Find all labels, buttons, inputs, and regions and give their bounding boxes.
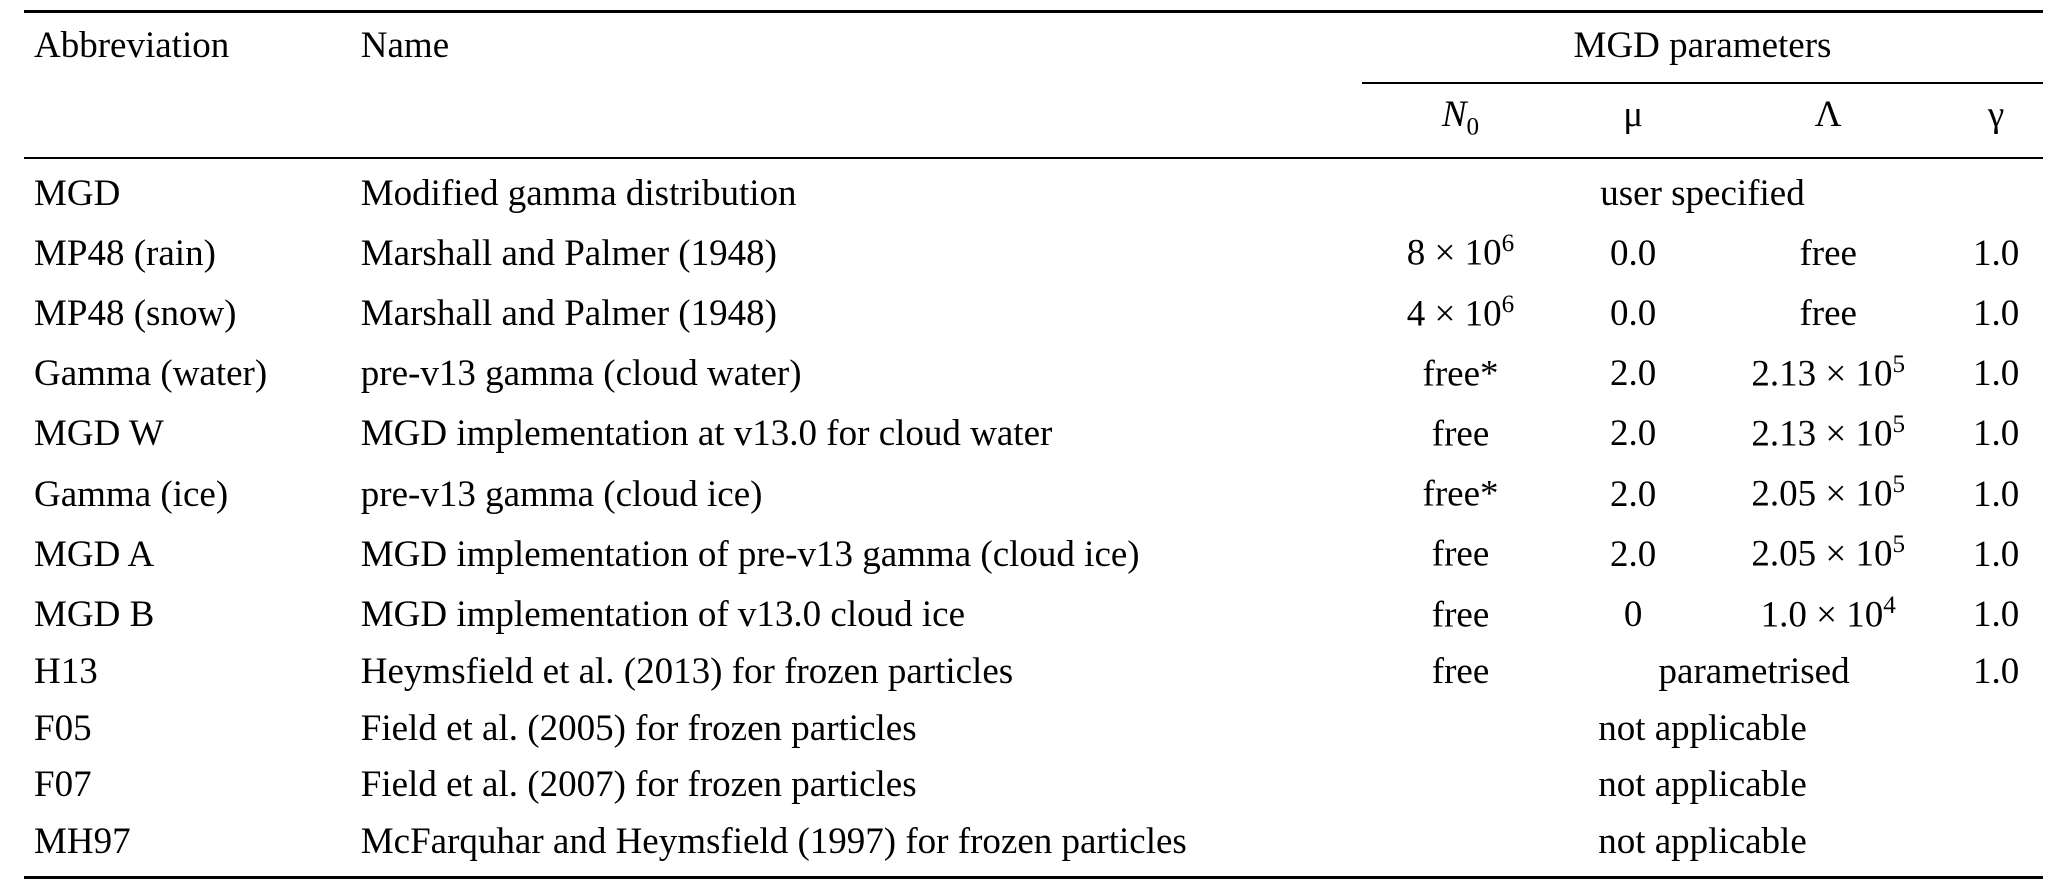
row-n0-mantissa: free bbox=[1431, 593, 1490, 635]
row-name: MGD implementation of v13.0 cloud ice bbox=[360, 593, 965, 635]
row-lambda bbox=[1707, 523, 1949, 583]
row-mu: 0.0 bbox=[1610, 292, 1657, 334]
row-mu-lambda-span: parametrised bbox=[1658, 650, 1850, 692]
row-abbreviation: MP48 (snow) bbox=[34, 292, 237, 334]
table-row bbox=[24, 343, 2043, 403]
row-span-value: user specified bbox=[1362, 158, 2043, 223]
row-n0 bbox=[1362, 222, 1559, 282]
row-span-value: not applicable bbox=[1598, 707, 1807, 749]
row-lambda-mantissa: 2.05 × 10 bbox=[1751, 473, 1893, 515]
row-gamma: 1.0 bbox=[1972, 650, 2020, 692]
row-lambda-mantissa: 2.05 × 10 bbox=[1751, 533, 1893, 575]
header-symbol-gamma: γ bbox=[1949, 83, 2043, 158]
row-lambda-mantissa: 2.13 × 10 bbox=[1751, 413, 1893, 455]
row-gamma: 1.0 bbox=[1972, 593, 2020, 635]
table-row bbox=[24, 158, 2043, 223]
row-name: Marshall and Palmer (1948) bbox=[360, 292, 777, 334]
row-n0-exponent: 6 bbox=[1501, 290, 1515, 318]
row-gamma: 1.0 bbox=[1972, 473, 2020, 515]
row-gamma: 1.0 bbox=[1972, 292, 2020, 334]
row-n0-exponent: 6 bbox=[1501, 230, 1515, 258]
row-name: Marshall and Palmer (1948) bbox=[360, 232, 777, 274]
row-gamma: 1.0 bbox=[1972, 533, 2020, 575]
row-abbreviation: Gamma (ice) bbox=[34, 473, 229, 515]
row-name: pre-v13 gamma (cloud water) bbox=[360, 353, 802, 395]
row-name: Heymsfield et al. (2013) for frozen particles bbox=[360, 650, 1014, 692]
header-symbol-mu: μ bbox=[1559, 83, 1707, 158]
table-row bbox=[24, 757, 2043, 814]
row-n0-mantissa: 4 × 10 bbox=[1406, 292, 1502, 334]
row-lambda-exponent: 5 bbox=[1892, 350, 1906, 378]
header-abbreviation: Abbreviation bbox=[24, 12, 361, 83]
row-mu: 0.0 bbox=[1610, 232, 1657, 274]
row-n0-mantissa: 8 × 10 bbox=[1406, 232, 1502, 274]
row-lambda-mantissa: 2.13 × 10 bbox=[1751, 353, 1893, 395]
table-header-row-group bbox=[24, 12, 2043, 83]
row-n0 bbox=[1362, 283, 1559, 343]
row-mu: 2.0 bbox=[1610, 413, 1657, 455]
row-abbreviation: H13 bbox=[34, 650, 98, 692]
row-n0 bbox=[1362, 343, 1559, 403]
row-lambda bbox=[1707, 343, 1949, 403]
header-symbol-lambda: Λ bbox=[1707, 83, 1949, 158]
row-name: Modified gamma distribution bbox=[361, 158, 1362, 223]
row-n0: free bbox=[1431, 650, 1490, 692]
table-row bbox=[24, 403, 2043, 463]
row-gamma: 1.0 bbox=[1972, 413, 2020, 455]
header-name: Name bbox=[361, 12, 1362, 83]
header-mgd-parameters: MGD parameters bbox=[1362, 12, 2043, 83]
row-n0-mantissa: free bbox=[1431, 413, 1490, 455]
header-symbol-n0 bbox=[1362, 83, 1559, 158]
row-lambda bbox=[1707, 463, 1949, 523]
row-lambda-exponent: 5 bbox=[1892, 531, 1906, 559]
table-row bbox=[24, 283, 2043, 343]
row-n0-mantissa: free* bbox=[1422, 473, 1499, 515]
row-abbreviation: F07 bbox=[34, 764, 92, 806]
table-row bbox=[24, 222, 2043, 282]
row-abbreviation: MP48 (rain) bbox=[34, 232, 216, 274]
row-abbreviation: MH97 bbox=[24, 814, 361, 877]
row-gamma: 1.0 bbox=[1972, 353, 2020, 395]
row-n0-mantissa: free* bbox=[1422, 353, 1499, 395]
row-abbreviation: MGD B bbox=[34, 593, 155, 635]
header-spacer-abbr bbox=[24, 83, 361, 158]
row-name: pre-v13 gamma (cloud ice) bbox=[360, 473, 763, 515]
table-row bbox=[24, 463, 2043, 523]
row-gamma: 1.0 bbox=[1972, 232, 2020, 274]
table-row bbox=[24, 701, 2043, 758]
row-name: Field et al. (2005) for frozen particles bbox=[360, 707, 917, 749]
row-lambda-exponent: 5 bbox=[1892, 411, 1906, 438]
row-span-value: not applicable bbox=[1362, 814, 2043, 877]
row-abbreviation: Gamma (water) bbox=[34, 353, 268, 395]
symbol-n-subscript: 0 bbox=[1466, 113, 1480, 141]
symbol-n: N bbox=[1441, 93, 1467, 135]
row-mu: 2.0 bbox=[1610, 353, 1657, 395]
row-abbreviation: MGD W bbox=[34, 413, 164, 455]
row-n0 bbox=[1362, 403, 1559, 463]
table-row bbox=[24, 814, 2043, 877]
table-header-row-symbols bbox=[24, 83, 2043, 158]
header-spacer-name bbox=[361, 83, 1362, 158]
row-lambda bbox=[1707, 584, 1949, 644]
row-lambda-exponent: 5 bbox=[1892, 471, 1906, 499]
row-lambda-exponent: 4 bbox=[1883, 591, 1896, 619]
row-n0 bbox=[1362, 463, 1559, 523]
row-mu: 2.0 bbox=[1610, 473, 1657, 515]
row-name: Field et al. (2007) for frozen particles bbox=[360, 764, 917, 806]
row-lambda-mantissa: 1.0 × 10 bbox=[1760, 593, 1884, 635]
row-lambda: free bbox=[1799, 232, 1857, 274]
row-n0 bbox=[1362, 584, 1559, 644]
row-lambda: free bbox=[1799, 292, 1857, 334]
row-mu: 0 bbox=[1623, 593, 1643, 635]
row-lambda bbox=[1707, 403, 1949, 463]
mgd-parameters-table bbox=[24, 10, 2043, 879]
row-span-value: not applicable bbox=[1598, 764, 1807, 806]
row-abbreviation: MGD A bbox=[34, 533, 155, 575]
row-n0 bbox=[1362, 523, 1559, 583]
row-n0-mantissa: free bbox=[1431, 533, 1490, 575]
row-abbreviation: MGD bbox=[24, 158, 361, 223]
row-name: MGD implementation of pre-v13 gamma (cloud ice) bbox=[360, 533, 1140, 575]
row-abbreviation: F05 bbox=[34, 707, 92, 749]
row-name: McFarquhar and Heymsfield (1997) for frozen particles bbox=[361, 814, 1362, 877]
table-row bbox=[24, 644, 2043, 701]
table-row bbox=[24, 523, 2043, 583]
row-mu: 2.0 bbox=[1610, 533, 1657, 575]
row-name: MGD implementation at v13.0 for cloud water bbox=[360, 413, 1053, 455]
table-row bbox=[24, 584, 2043, 644]
